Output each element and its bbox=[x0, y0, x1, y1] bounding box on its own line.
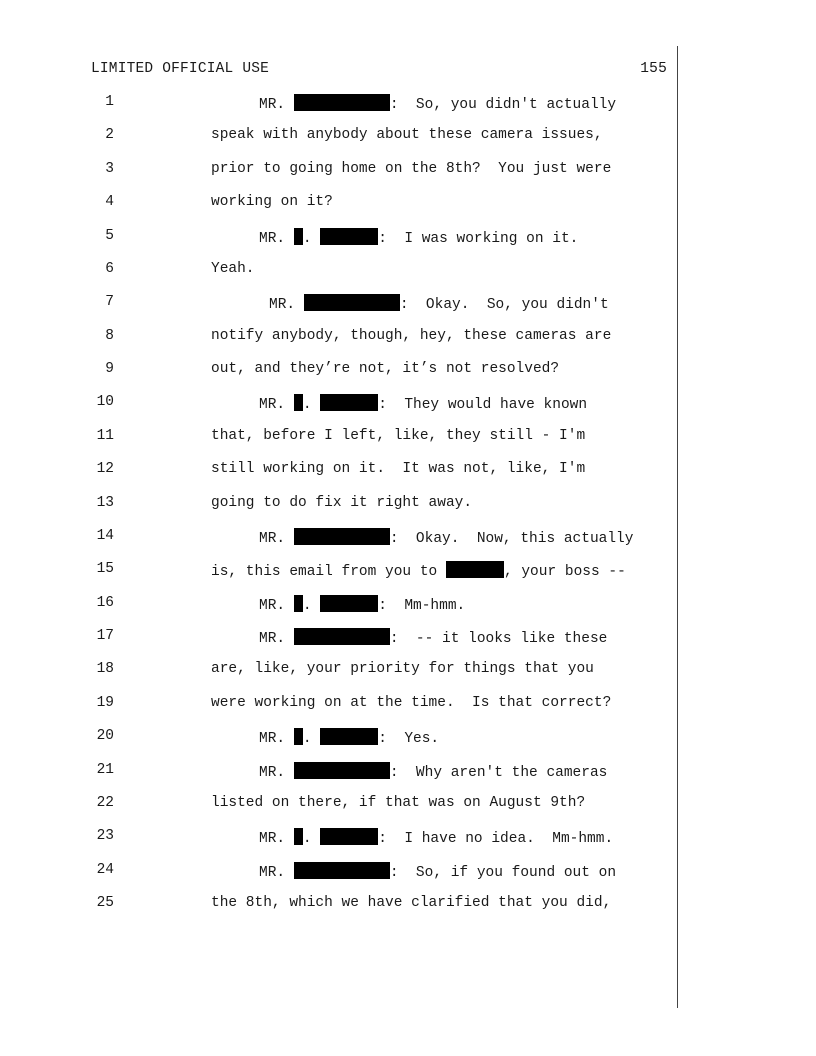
text-segment: is, this email from you to bbox=[211, 564, 446, 581]
line-number: 12 bbox=[96, 461, 114, 478]
transcript-line bbox=[0, 828, 816, 850]
transcript-line bbox=[0, 328, 816, 350]
line-number: 17 bbox=[96, 628, 114, 645]
text-segment: : They would have known bbox=[378, 397, 588, 414]
text-segment: : Yes. bbox=[378, 731, 440, 748]
line-number: 15 bbox=[96, 561, 114, 578]
text-segment: MR. bbox=[259, 97, 294, 113]
text-segment: Yeah. bbox=[211, 260, 255, 277]
line-text bbox=[211, 895, 611, 911]
line-number: 13 bbox=[96, 494, 114, 511]
line-text bbox=[211, 428, 585, 444]
text-segment: MR. bbox=[259, 530, 294, 547]
transcript-line bbox=[0, 661, 816, 683]
text-segment: prior to going home on the 8th? You just were bbox=[211, 160, 612, 177]
line-number: 16 bbox=[96, 594, 114, 611]
line-text bbox=[211, 795, 585, 811]
transcript-line bbox=[0, 495, 816, 517]
line-number: 18 bbox=[96, 661, 114, 678]
text-segment: : I have no idea. Mm-hmm. bbox=[378, 831, 614, 848]
line-text bbox=[259, 595, 465, 614]
line-number: 23 bbox=[96, 828, 114, 845]
line-text bbox=[211, 328, 611, 344]
transcript-line bbox=[0, 561, 816, 583]
redaction-box bbox=[320, 394, 378, 411]
line-text bbox=[269, 294, 609, 313]
line-text bbox=[211, 461, 585, 477]
text-segment: were working on at the time. Is that correct? bbox=[211, 694, 612, 711]
transcript-line bbox=[0, 895, 816, 917]
redaction-box bbox=[320, 228, 378, 245]
redaction-box bbox=[294, 228, 303, 245]
line-text bbox=[259, 728, 439, 747]
redaction-box bbox=[294, 762, 390, 779]
redaction-box bbox=[294, 828, 303, 845]
line-number: 14 bbox=[96, 527, 114, 544]
text-segment: MR. bbox=[259, 864, 294, 881]
line-text bbox=[211, 361, 559, 377]
line-text bbox=[211, 495, 472, 511]
transcript-line bbox=[0, 595, 816, 617]
transcript-line bbox=[0, 361, 816, 383]
line-number: 25 bbox=[96, 895, 114, 912]
transcript-line bbox=[0, 428, 816, 450]
redaction-box bbox=[294, 628, 390, 645]
text-segment: . bbox=[302, 731, 321, 748]
line-number: 10 bbox=[96, 394, 114, 411]
line-text bbox=[259, 94, 616, 113]
text-segment: MR. bbox=[259, 597, 294, 614]
page-number: 155 bbox=[640, 61, 667, 77]
line-text bbox=[259, 394, 587, 413]
transcript-line bbox=[0, 294, 816, 316]
line-number: 2 bbox=[105, 127, 114, 144]
line-text bbox=[211, 161, 611, 177]
redaction-box bbox=[294, 94, 390, 111]
transcript-line bbox=[0, 862, 816, 884]
line-text bbox=[259, 828, 613, 847]
transcript-line bbox=[0, 394, 816, 416]
line-text bbox=[211, 194, 333, 210]
line-number: 1 bbox=[105, 94, 114, 110]
line-text bbox=[259, 862, 616, 881]
text-segment: going to do fix it right away. bbox=[211, 494, 473, 511]
line-text bbox=[259, 762, 607, 781]
line-number: 6 bbox=[105, 260, 114, 277]
transcript-line bbox=[0, 161, 816, 183]
text-segment: : -- it looks like these bbox=[389, 631, 608, 648]
transcript-line bbox=[0, 728, 816, 750]
line-number: 9 bbox=[105, 361, 114, 378]
transcript-line bbox=[0, 94, 816, 116]
line-number: 22 bbox=[96, 794, 114, 811]
transcript-line bbox=[0, 228, 816, 250]
redaction-box bbox=[294, 728, 303, 745]
text-segment: , your boss -- bbox=[503, 564, 626, 581]
line-number: 21 bbox=[96, 761, 114, 778]
text-segment: : Okay. So, you didn't bbox=[399, 297, 609, 314]
classification-label: LIMITED OFFICIAL USE bbox=[91, 61, 270, 77]
text-segment: : So, if you found out on bbox=[389, 864, 617, 881]
redaction-box bbox=[294, 394, 303, 411]
text-segment: are, like, your priority for things that you bbox=[211, 661, 594, 678]
text-segment: working on it? bbox=[211, 194, 333, 211]
line-text bbox=[259, 628, 607, 647]
text-segment: . bbox=[302, 597, 321, 614]
transcript-line bbox=[0, 261, 816, 283]
line-text bbox=[259, 528, 633, 547]
text-segment: . bbox=[302, 397, 321, 414]
redaction-box bbox=[320, 828, 378, 845]
line-number: 19 bbox=[96, 694, 114, 711]
text-segment: MR. bbox=[259, 230, 294, 247]
transcript-line bbox=[0, 127, 816, 149]
text-segment: : Mm-hmm. bbox=[378, 597, 466, 614]
text-segment: : So, you didn't actually bbox=[389, 97, 617, 113]
text-segment: notify anybody, though, hey, these cameras are bbox=[211, 327, 612, 344]
text-segment: . bbox=[302, 831, 321, 848]
transcript-line bbox=[0, 695, 816, 717]
text-segment: out, and they’re not, it’s not resolved? bbox=[211, 361, 560, 378]
redaction-box bbox=[294, 528, 390, 545]
text-segment: that, before I left, like, they still - I'm bbox=[211, 427, 586, 444]
line-number: 24 bbox=[96, 861, 114, 878]
line-number: 20 bbox=[96, 728, 114, 745]
transcript-line bbox=[0, 194, 816, 216]
line-text bbox=[211, 127, 603, 143]
redaction-box bbox=[446, 561, 504, 578]
text-segment: the 8th, which we have clarified that you did, bbox=[211, 895, 612, 912]
redaction-box bbox=[320, 595, 378, 612]
transcript-line bbox=[0, 762, 816, 784]
line-text bbox=[259, 228, 578, 247]
text-segment: : Okay. Now, this actually bbox=[389, 530, 634, 547]
text-segment: speak with anybody about these camera issues, bbox=[211, 127, 603, 144]
line-number: 7 bbox=[105, 294, 114, 311]
text-segment: : Why aren't the cameras bbox=[389, 764, 608, 781]
line-number: 5 bbox=[105, 227, 114, 244]
text-segment: still working on it. It was not, like, I'm bbox=[211, 461, 586, 478]
transcript-line bbox=[0, 795, 816, 817]
redaction-box bbox=[320, 728, 378, 745]
text-segment: MR. bbox=[259, 831, 294, 848]
text-segment: listed on there, if that was on August 9th? bbox=[211, 794, 586, 811]
transcript-line bbox=[0, 528, 816, 550]
text-segment: MR. bbox=[269, 297, 304, 314]
line-number: 3 bbox=[105, 160, 114, 177]
line-number: 4 bbox=[105, 194, 114, 211]
line-text bbox=[211, 695, 611, 711]
line-number: 11 bbox=[96, 427, 114, 444]
text-segment: . bbox=[302, 230, 321, 247]
text-segment: MR. bbox=[259, 764, 294, 781]
transcript-line bbox=[0, 628, 816, 650]
redaction-box bbox=[304, 294, 400, 311]
text-segment: MR. bbox=[259, 631, 294, 648]
text-segment: : I was working on it. bbox=[378, 230, 579, 247]
transcript-line bbox=[0, 461, 816, 483]
page-header bbox=[91, 61, 667, 81]
line-text bbox=[211, 661, 594, 677]
line-number: 8 bbox=[105, 327, 114, 344]
line-text bbox=[211, 261, 255, 277]
redaction-box bbox=[294, 595, 303, 612]
text-segment: MR. bbox=[259, 397, 294, 414]
redaction-box bbox=[294, 862, 390, 879]
line-text bbox=[211, 561, 626, 580]
text-segment: MR. bbox=[259, 731, 294, 748]
